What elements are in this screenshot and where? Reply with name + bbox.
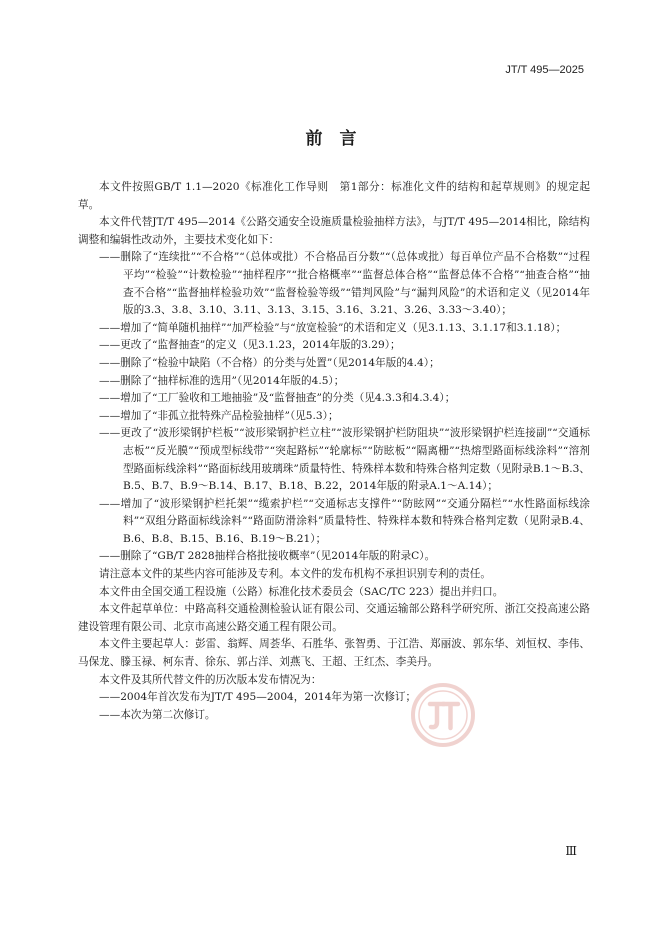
change-item: ——删除了“抽样标准的选用”（见2014年版的4.5）；: [99, 374, 345, 387]
change-item: ——删除了“GB/T 2828抽样合格批接收概率”（见2014年版的附录C）。: [99, 550, 436, 563]
change-item: ——增加了“非孤立批特殊产品检验抽样”（见5.3）；: [99, 409, 339, 422]
history-item: ——本次为第二次修订。: [99, 708, 216, 721]
change-item: ——更改了“波形梁钢护栏板”“波形梁钢护栏立柱”“波形梁钢护栏防阻块”“波形梁钢护栏连接副”“交通标志板”“反光膜”“预成型标线带”“突起路标”“轮廓标”“防眩板”“隔离栅”“热熔型路面标线涂料”“溶剂型路面标线涂料”“路面标线用玻璃珠”质量特性、特殊样本数和特殊合格判定数（见附录B.1～B.3、B.5、B.7、B.9～B.14、B.17、B.18、B.22，2014年版的附录A.1～A.14）；: [99, 427, 590, 493]
change-item: ——删除了“检验中缺陷（不合格）的分类与处置”（见2014年版的4.4）；: [99, 356, 440, 369]
paragraph-patent-notice: 请注意本文件的某些内容可能涉及专利。本文件的发布机构不承担识别专利的责任。: [99, 568, 491, 581]
history-item: ——2004年首次发布为JT/T 495—2004，2014年为第一次修订；: [99, 691, 417, 704]
foreword-body: [78, 179, 590, 724]
change-item: ——更改了“监督抽查”的定义（见3.1.23，2014年版的3.29）；: [99, 339, 401, 352]
change-item: ——删除了“连续批”“不合格”“（总体或批）不合格品百分数”“（总体或批）每百单位产品不合格数”“过程平均”“检验”“计数检验”“抽样程序”“批合格概率”“监督总体合格”“监督总体不合格”“抽查合格”“抽查不合格”“监督抽样检验功效”“监督检验等级”“错判风险”与“漏判风险”的术语和定义（见2014年版的3.3、3.8、3.10、3.11、3.13、3.15、3.16、3.21、3.26、3.33～3.40）；: [99, 251, 590, 317]
paragraph-history-intro: 本文件及其所代替文件的历次版本发布情况为：: [99, 673, 322, 686]
paragraph-drafting-units: 本文件起草单位：中路高科交通检测检验认证有限公司、交通运输部公路科学研究所、浙江交投高速公路建设管理有限公司、北京市高速公路交通工程有限公司。: [78, 603, 590, 633]
paragraph-replaces: 本文件代替JT/T 495—2014《公路交通安全设施质量检验抽样方法》，与JT/T 495—2014相比，除结构调整和编辑性改动外，主要技术变化如下：: [78, 216, 590, 246]
change-item: ——增加了“简单随机抽样”“加严检验”与“放宽检验”的术语和定义（见3.1.13、3.1.17和3.1.18）；: [99, 321, 567, 334]
page-number: Ⅲ: [565, 844, 577, 858]
paragraph-committee: 本文件由全国交通工程设施（公路）标准化技术委员会（SAC/TC 223）提出并归口。: [99, 585, 504, 598]
page-title: 前 言: [305, 129, 357, 149]
paragraph-drafters: 本文件主要起草人：彭雷、翁辉、周荟华、石胜华、张智勇、于江浩、郑丽波、郭东华、刘恒权、李伟、马保龙、滕玉禄、柯东青、徐东、郭占洋、刘燕飞、王超、王红杰、李美丹。: [78, 638, 590, 669]
paragraph-drafting-rules: 本文件按照GB/T 1.1—2020《标准化工作导则 第1部分：标准化文件的结构和起草规则》的规定起草。: [78, 181, 590, 211]
jt-seal-icon: [410, 682, 476, 748]
change-item: ——增加了“工厂验收和工地抽验”及“监督抽查”的分类（见4.3.3和4.3.4）；: [99, 392, 456, 405]
change-item: ——增加了“波形梁钢护栏托架”“缆索护栏”“交通标志支撑件”“防眩网”“交通分隔栏”“水性路面标线涂料”“双组分路面标线涂料”“路面防滑涂料”质量特性、特殊样本数和特殊合格判定数（见附录B.4、B.6、B.8、B.15、B.16、B.19～B.21）；: [99, 497, 590, 545]
document-code: JT/T 495—2025: [505, 64, 584, 76]
